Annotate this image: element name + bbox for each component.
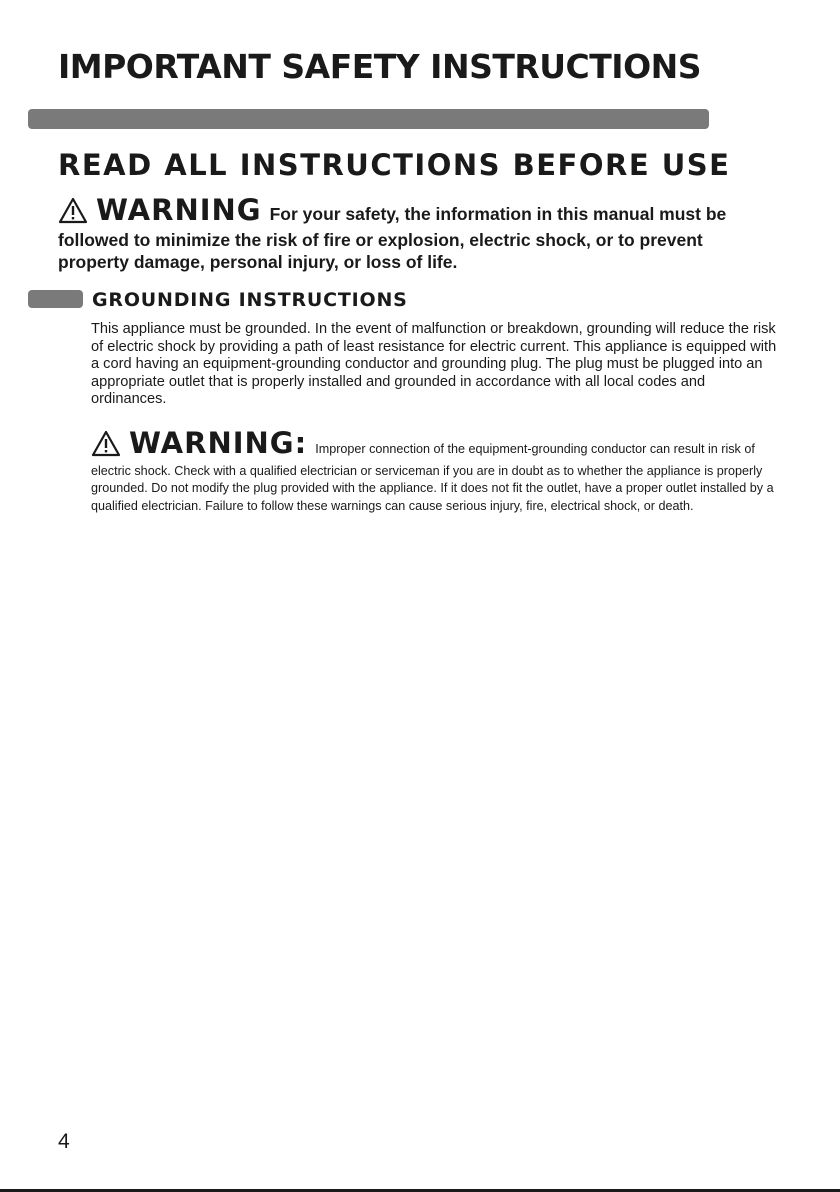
grounding-warning-label: WARNING: [129,426,308,460]
title-divider-bar [28,109,709,129]
page-number: 4 [58,1130,70,1153]
grounding-warning [91,428,781,515]
page-title: IMPORTANT SAFETY INSTRUCTIONS [58,47,702,86]
warning-triangle-icon [91,430,121,463]
section-tab-marker [28,290,83,308]
read-all-heading: READ ALL INSTRUCTIONS BEFORE USE [58,148,731,182]
main-warning [58,195,778,273]
grounding-body-text: This appliance must be grounded. In the event of malfunction or breakdown, grounding will reduce the risk of electric shock by providing a path of least resistance for electric current. This appliance is equipped with a cord having an equipment-grounding conductor and grounding plug. The plug must be plugged into an appropriate outlet that is properly installed and grounded in accordance with all local codes and ordinances. [91,321,777,408]
grounding-warning-text: Improper connection of the equipment-grounding conductor can result in risk of electric shock. Check with a qualified electrician or serviceman if you are in doubt as to whether the appliance is properly grounded. Do not modify the plug provided with the appliance. If it does not fit the outlet, have a proper outlet installed by a qualified electrician. Failure to follow these warnings can cause serious injury, fire, electrical shock, or death. [91,442,774,513]
grounding-heading: GROUNDING INSTRUCTIONS [92,289,408,311]
warning-triangle-icon [58,197,88,229]
warning-label: WARNING [96,193,262,227]
warning-text: For your safety, the information in this manual must be followed to minimize the risk of fire or explosion, electric shock, or to prevent property damage, personal injury, or loss of life. [58,204,727,272]
